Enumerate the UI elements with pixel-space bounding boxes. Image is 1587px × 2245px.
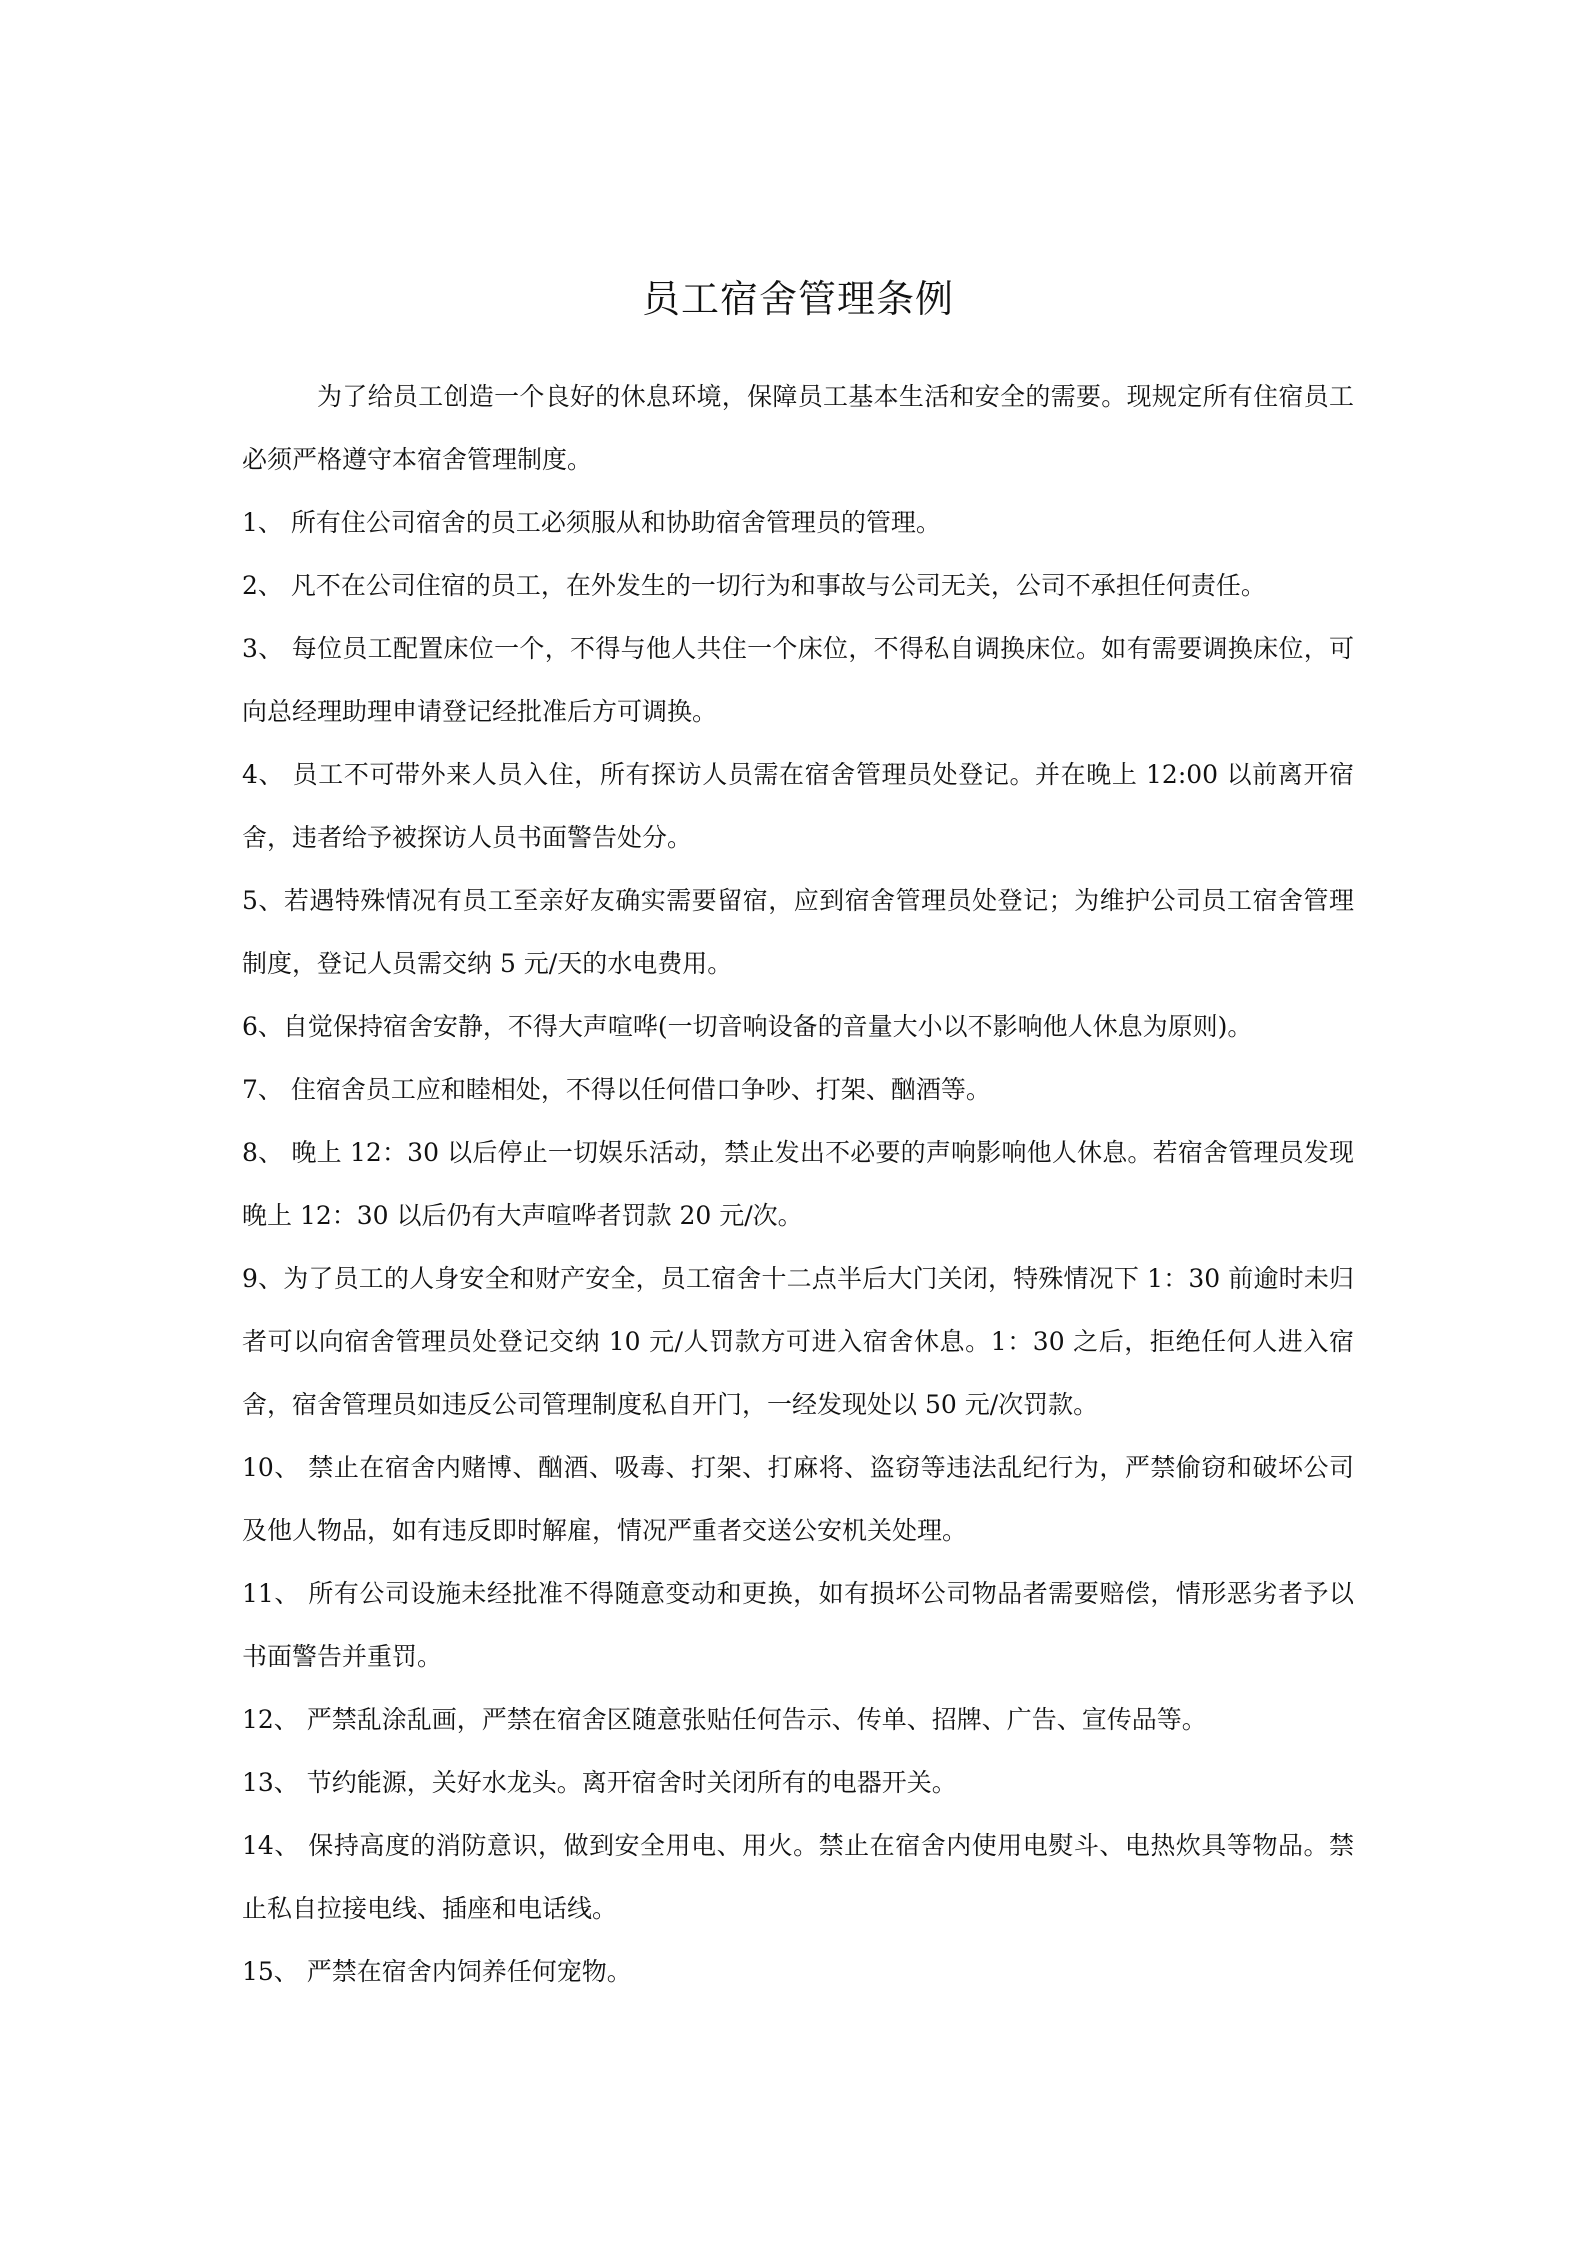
rule-3: 3、 每位员工配置床位一个，不得与他人共住一个床位，不得私自调换床位。如有需要调换床位，可向总经理助理申请登记经批准后方可调换。	[242, 634, 1354, 726]
rule-12: 12、 严禁乱涂乱画，严禁在宿舍区随意张贴任何告示、传单、招牌、广告、宣传品等。	[242, 1705, 1207, 1734]
rule-13: 13、 节约能源，关好水龙头。离开宿舍时关闭所有的电器开关。	[242, 1768, 957, 1797]
rule-11: 11、 所有公司设施未经批准不得随意变动和更换，如有损坏公司物品者需要赔偿，情形恶劣者予以书面警告并重罚。	[242, 1579, 1354, 1671]
rule-10: 10、 禁止在宿舍内赌博、酗酒、吸毒、打架、打麻将、盗窃等违法乱纪行为，严禁偷窃和破坏公司及他人物品，如有违反即时解雇，情况严重者交送公安机关处理。	[242, 1453, 1354, 1545]
document-title: 员工宿舍管理条例	[641, 277, 954, 321]
rule-6: 6、自觉保持宿舍安静，不得大声喧哗(一切音响设备的音量大小以不影响他人休息为原则)。	[242, 1012, 1253, 1041]
rule-5: 5、若遇特殊情况有员工至亲好友确实需要留宿，应到宿舍管理员处登记；为维护公司员工宿舍管理制度，登记人员需交纳 5 元/天的水电费用。	[242, 886, 1354, 978]
rule-9: 9、为了员工的人身安全和财产安全，员工宿舍十二点半后大门关闭，特殊情况下 1：30 前逾时未归者可以向宿舍管理员处登记交纳 10 元/人罚款方可进入宿舍休息。1：30 之后，拒绝任何人进入宿舍，宿舍管理员如违反公司管理制度私自开门，一经发现处以 50 元/次罚款。	[242, 1264, 1354, 1419]
rule-4: 4、 员工不可带外来人员入住，所有探访人员需在宿舍管理员处登记。并在晚上 12:00 以前离开宿舍，违者给予被探访人员书面警告处分。	[242, 760, 1354, 852]
rule-7: 7、 住宿舍员工应和睦相处，不得以任何借口争吵、打架、酗酒等。	[242, 1075, 991, 1104]
rule-8: 8、 晚上 12：30 以后停止一切娱乐活动，禁止发出不必要的声响影响他人休息。若宿舍管理员发现晚上 12：30 以后仍有大声喧哗者罚款 20 元/次。	[242, 1138, 1354, 1230]
rule-14: 14、 保持高度的消防意识，做到安全用电、用火。禁止在宿舍内使用电熨斗、电热炊具等物品。禁止私自拉接电线、插座和电话线。	[242, 1831, 1354, 1923]
rule-2: 2、 凡不在公司住宿的员工，在外发生的一切行为和事故与公司无关，公司不承担任何责任。	[242, 571, 1266, 600]
document-page	[242, 0, 1354, 2245]
document-body	[242, 365, 1354, 2003]
rule-1: 1、 所有住公司宿舍的员工必须服从和协助宿舍管理员的管理。	[242, 508, 941, 537]
rule-15: 15、 严禁在宿舍内饲养任何宠物。	[242, 1957, 632, 1986]
intro-paragraph: 为了给员工创造一个良好的休息环境，保障员工基本生活和安全的需要。现规定所有住宿员工必须严格遵守本宿舍管理制度。	[242, 382, 1354, 474]
